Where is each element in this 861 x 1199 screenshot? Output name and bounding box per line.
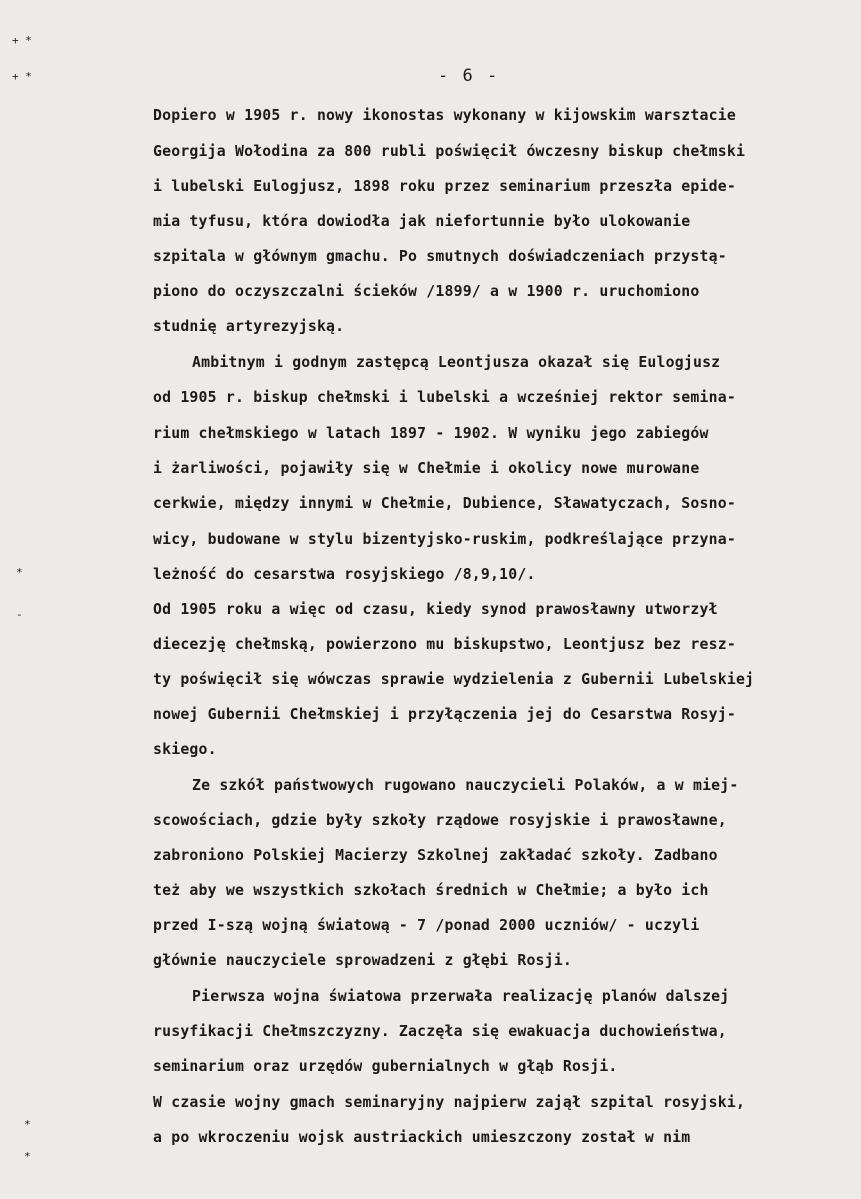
- text-line: Dopiero w 1905 r. nowy ikonostas wykonany w kijowskim warsztacie: [153, 107, 736, 124]
- text-line: też aby we wszystkich szkołach średnich w Chełmie; a było ich: [153, 882, 709, 899]
- text-line: cerkwie, między innymi w Chełmie, Dubience, Sławatyczach, Sosno-: [153, 495, 736, 512]
- text-line: a po wkroczeniu wojsk austriackich umieszczony został w nim: [153, 1129, 691, 1146]
- text-line: Od 1905 roku a więc od czasu, kiedy synod prawosławny utworzył: [153, 601, 718, 618]
- text-line: od 1905 r. biskup chełmski i lubelski a wcześniej rektor semina-: [153, 389, 736, 406]
- text-line: leżność do cesarstwa rosyjskiego /8,9,10/.: [153, 566, 536, 583]
- margin-mark: *: [16, 566, 23, 579]
- page-number: - 6 -: [438, 66, 500, 86]
- margin-mark: -: [16, 608, 23, 621]
- text-line: Pierwsza wojna światowa przerwała realizację planów dalszej: [192, 988, 730, 1005]
- text-line: rium chełmskiego w latach 1897 - 1902. W wyniku jego zabiegów: [153, 425, 709, 442]
- text-line: studnię artyrezyjską.: [153, 318, 345, 335]
- text-line: i żarliwości, pojawiły się w Chełmie i okolicy nowe murowane: [153, 460, 700, 477]
- text-line: diecezję chełmską, powierzono mu biskupstwo, Leontjusz bez resz-: [153, 636, 736, 653]
- text-line: Ambitnym i godnym zastępcą Leontjusza okazał się Eulogjusz: [192, 354, 721, 371]
- text-line: seminarium oraz urzędów gubernialnych w głąb Rosji.: [153, 1058, 618, 1075]
- text-line: nowej Gubernii Chełmskiej i przyłączenia jej do Cesarstwa Rosyj-: [153, 706, 736, 723]
- text-line: Ze szkół państwowych rugowano nauczycieli Polaków, a w miej-: [192, 777, 739, 794]
- text-line: przed I-szą wojną światową - 7 /ponad 2000 uczniów/ - uczyli: [153, 917, 700, 934]
- text-line: ty poświęcił się wówczas sprawie wydzielenia z Gubernii Lubelskiej: [153, 671, 755, 688]
- margin-mark: + *: [12, 34, 32, 47]
- text-line: piono do oczyszczalni ścieków /1899/ a w 1900 r. uruchomiono: [153, 283, 700, 300]
- text-line: zabroniono Polskiej Macierzy Szkolnej zakładać szkoły. Zadbano: [153, 847, 718, 864]
- text-line: i lubelski Eulogjusz, 1898 roku przez seminarium przeszła epide-: [153, 178, 736, 195]
- text-line: skiego.: [153, 741, 217, 758]
- text-line: wicy, budowane w stylu bizentyjsko-ruskim, podkreślające przyna-: [153, 531, 736, 548]
- text-line: Georgija Wołodina za 800 rubli poświęcił ówczesny biskup chełmski: [153, 143, 746, 160]
- text-line: mia tyfusu, która dowiodła jak niefortunnie było ulokowanie: [153, 213, 691, 230]
- text-line: scowościach, gdzie były szkoły rządowe rosyjskie i prawosławne,: [153, 812, 727, 829]
- margin-mark: + *: [12, 70, 32, 83]
- margin-mark: *: [24, 1118, 31, 1131]
- text-line: W czasie wojny gmach seminaryjny najpierw zajął szpital rosyjski,: [153, 1094, 746, 1111]
- text-line: głównie nauczyciele sprowadzeni z głębi Rosji.: [153, 952, 572, 969]
- text-line: rusyfikacji Chełmszczyzny. Zaczęła się ewakuacja duchowieństwa,: [153, 1023, 727, 1040]
- text-line: szpitala w głównym gmachu. Po smutnych doświadczeniach przystą-: [153, 248, 727, 265]
- margin-mark: *: [24, 1150, 31, 1163]
